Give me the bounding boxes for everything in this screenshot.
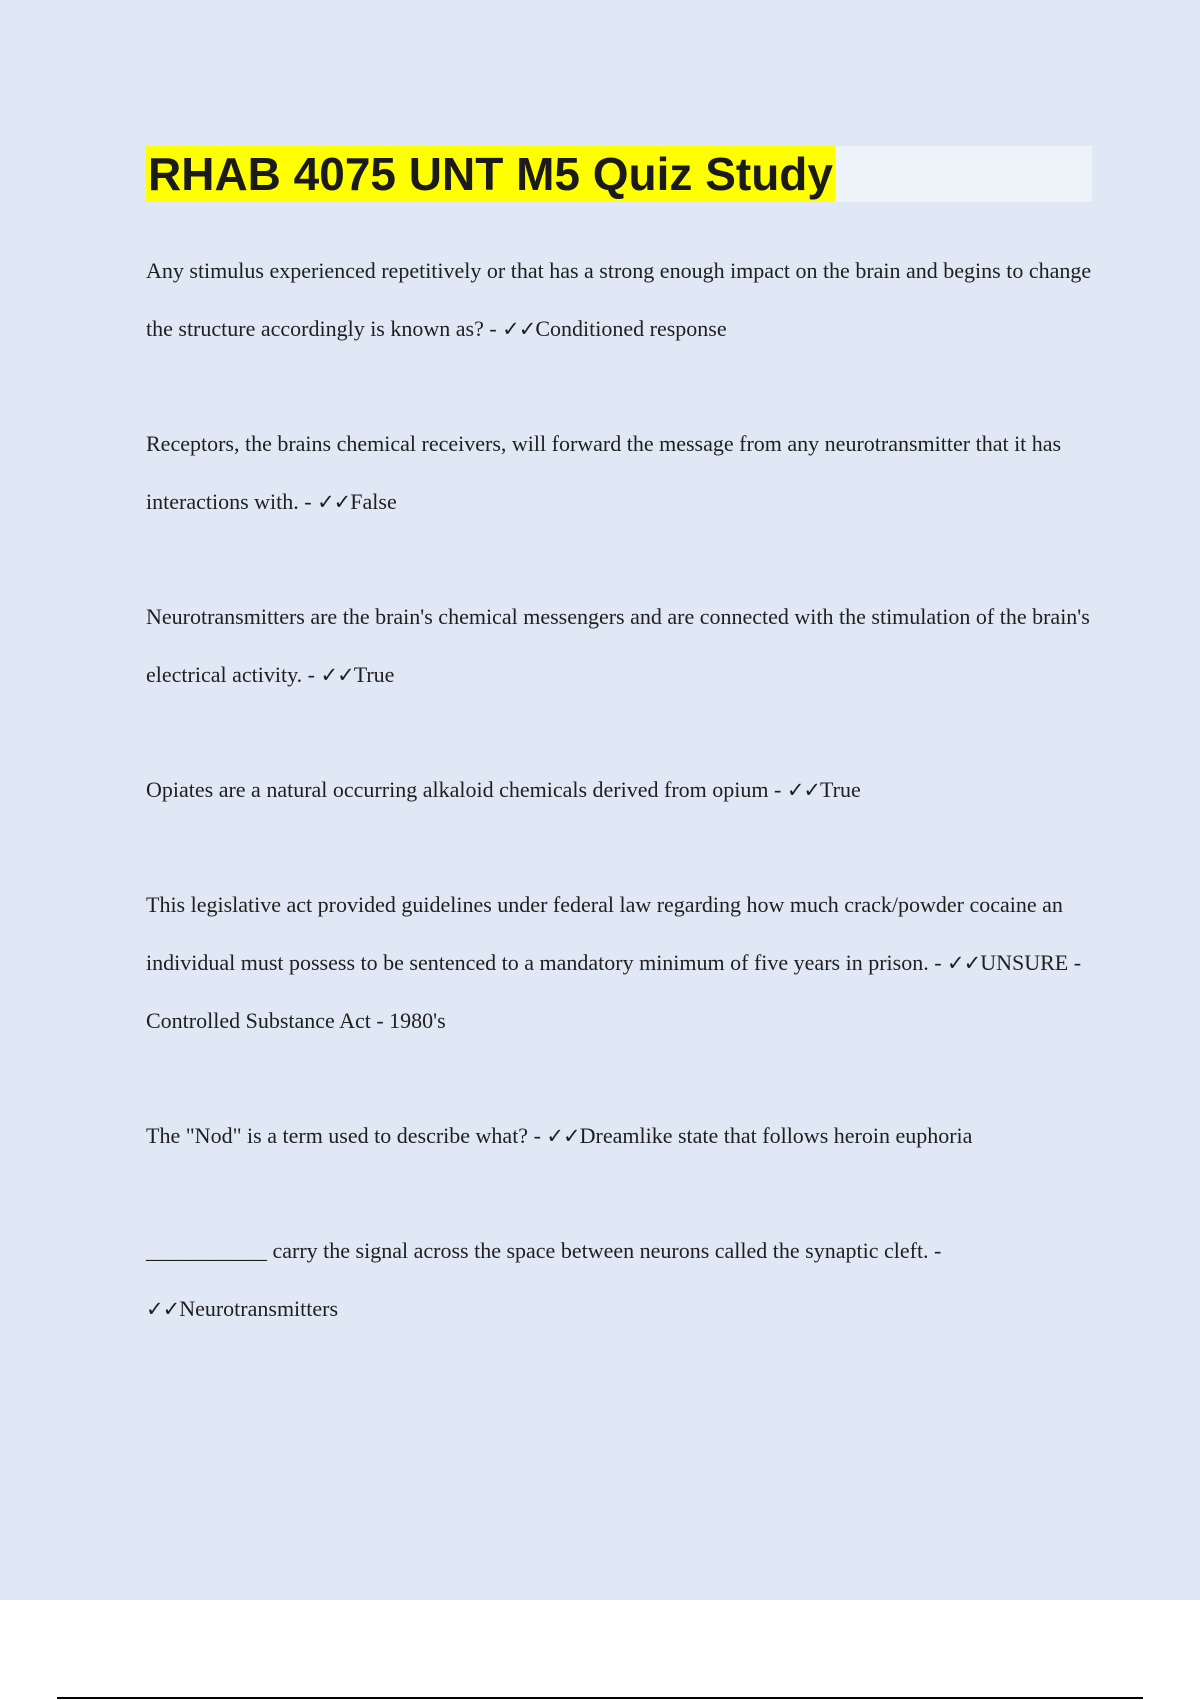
double-check-icon: ✓✓ (146, 1297, 180, 1321)
answer-text: True (353, 662, 395, 687)
page-title: RHAB 4075 UNT M5 Quiz Study (148, 148, 833, 200)
answer-text: False (350, 489, 397, 514)
question-text: This legislative act provided guidelines under federal law regarding how much crack/powder cocaine an individual must possess to be sentenced to a mandatory minimum of five years in prison. - (146, 892, 1063, 975)
question-text: Any stimulus experienced repetitively or that has a strong enough impact on the brain and begins to change the structure accordingly is known as? - (146, 258, 1092, 341)
question-text: Neurotransmitters are the brain's chemical messengers and are connected with the stimulation of the brain's electrical activity. - (146, 604, 1090, 687)
double-check-icon: ✓✓ (317, 490, 351, 514)
question-text: Opiates are a natural occurring alkaloid chemicals derived from opium - (146, 777, 787, 802)
answer-text: Neurotransmitters (179, 1296, 339, 1321)
double-check-icon: ✓✓ (947, 951, 981, 975)
double-check-icon: ✓✓ (786, 778, 821, 802)
double-check-icon: ✓✓ (502, 317, 536, 341)
qa-item-6 (146, 1107, 1092, 1165)
answer-text: Conditioned response (535, 316, 727, 341)
qa-item-4 (146, 761, 1092, 819)
question-text: ___________ carry the signal across the space between neurons called the synaptic cleft. - (146, 1238, 942, 1263)
double-check-icon: ✓✓ (546, 1124, 580, 1148)
qa-item-1 (146, 242, 1092, 358)
qa-item-7 (146, 1222, 1092, 1338)
qa-item-5 (146, 876, 1092, 1050)
qa-list (146, 242, 1092, 1395)
answer-text: Dreamlike state that follows heroin euphoria (579, 1123, 973, 1148)
answer-text: UNSURE - Controlled Substance Act - 1980's (146, 950, 1082, 1033)
question-text: The "Nod" is a term used to describe what? - (146, 1123, 547, 1148)
question-text: Receptors, the brains chemical receivers, will forward the message from any neurotransmitter that it has interactions with. - (146, 431, 1062, 514)
footer-divider (57, 1697, 1143, 1699)
qa-item-3 (146, 588, 1092, 704)
answer-text: True (820, 777, 861, 802)
title-block (146, 146, 1092, 202)
qa-item-2 (146, 415, 1092, 531)
double-check-icon: ✓✓ (320, 663, 354, 687)
